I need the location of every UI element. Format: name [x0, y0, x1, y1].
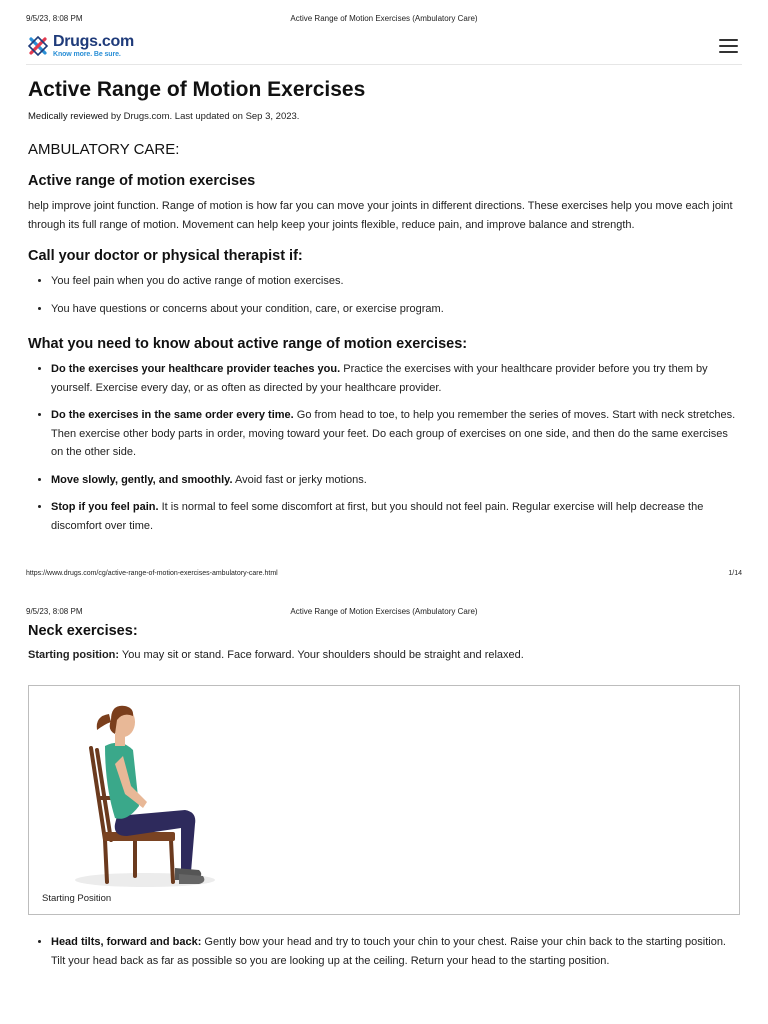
footer-page-number: 1/14 [728, 570, 742, 577]
item-text: Practice the exercises with your healthcare provider before you try them by yourself. Exercise every day, or as often as directed by your healthcare provider. [51, 363, 708, 394]
item-text: It is normal to feel some discomfort at first, but you should not feel pain. Regular exercise will help decrease the discomfort over time. [51, 501, 704, 532]
logo-tagline: Know more. Be sure. [53, 51, 121, 58]
section-heading: Active range of motion exercises [28, 173, 256, 189]
item-bold: Stop if you feel pain. [51, 501, 159, 513]
section-heading: What you need to know about active range of motion exercises: [28, 336, 468, 352]
list-item: • You have questions or concerns about your condition, care, or exercise program. [51, 300, 740, 319]
item-bold: Starting position: [28, 649, 120, 661]
list-item [51, 933, 740, 970]
section-text: help improve joint function. Range of motion is how far you can move your joints in different directions. These exercises help you move each joint through its full range of motion. Movement can help keep your joints flexible, reduce pain, and improve balance and strength. [28, 200, 733, 231]
item-bold: Do the exercises your healthcare provider teaches you. [51, 363, 341, 375]
list-item [51, 498, 740, 535]
item-text: Go from head to toe, to help you remember the series of moves. Start with neck stretches. Then exercise other body parts in order, moving toward your feet. Do each group of exercises on one side, and then do the same exercises on the other side. [51, 409, 736, 458]
call-doctor-list [28, 272, 740, 318]
section-call-doctor [28, 248, 740, 318]
section-need-to-know [28, 336, 740, 535]
print-datetime: 9/5/23, 8:08 PM [26, 607, 83, 616]
section-heading: Call your doctor or physical therapist if: [28, 248, 303, 264]
need-to-know-list [28, 360, 740, 535]
site-logo[interactable] [26, 32, 134, 60]
site-header [26, 30, 742, 65]
starting-position-text [28, 646, 740, 665]
list-item [51, 471, 740, 490]
review-line [28, 111, 740, 122]
figure-caption: Starting Position [42, 893, 112, 904]
care-heading: AMBULATORY CARE: [28, 141, 180, 158]
item-bold: Move slowly, gently, and smoothly. [51, 473, 233, 486]
item-text: Avoid fast or jerky motions. [232, 473, 367, 486]
starting-position-figure [28, 685, 740, 915]
section-neck [28, 623, 740, 665]
item-text: Gently bow your head and try to touch your chin to your chest. Raise your chin back to the starting position. Tilt your head back as far as possible so you are looking up at the ceiling. Return your head to the starting position. [51, 936, 726, 967]
seated-woman-illustration [35, 690, 235, 890]
medically-reviewed-link[interactable]: Medically reviewed [28, 111, 109, 122]
list-item [51, 360, 740, 397]
item-bold: Head tilts, forward and back: [51, 936, 202, 948]
review-text: by Drugs.com. Last updated on Sep 3, 2023. [108, 111, 300, 122]
print-datetime: 9/5/23, 8:08 PM [26, 14, 83, 23]
footer-url: https://www.drugs.com/cg/active-range-of-motion-exercises-ambulatory-care.html [26, 570, 278, 577]
list-item: • You feel pain when you do active range of motion exercises. [51, 272, 740, 291]
logo-name: Drugs.com [53, 33, 134, 50]
print-title: Active Range of Motion Exercises (Ambulatory Care) [290, 607, 478, 616]
drugs-logo-icon [26, 34, 50, 58]
section-heading: Neck exercises: [28, 623, 138, 639]
item-text: You may sit or stand. Face forward. Your shoulders should be straight and relaxed. [119, 649, 524, 661]
neck-exercise-list [28, 933, 740, 970]
section-arom [28, 173, 740, 234]
article-header [28, 78, 740, 122]
hamburger-menu-icon[interactable] [719, 39, 738, 53]
list-item [51, 406, 740, 462]
print-title: Active Range of Motion Exercises (Ambulatory Care) [290, 14, 478, 23]
page-title: Active Range of Motion Exercises [28, 78, 366, 101]
item-bold: Do the exercises in the same order every time. [51, 409, 294, 421]
